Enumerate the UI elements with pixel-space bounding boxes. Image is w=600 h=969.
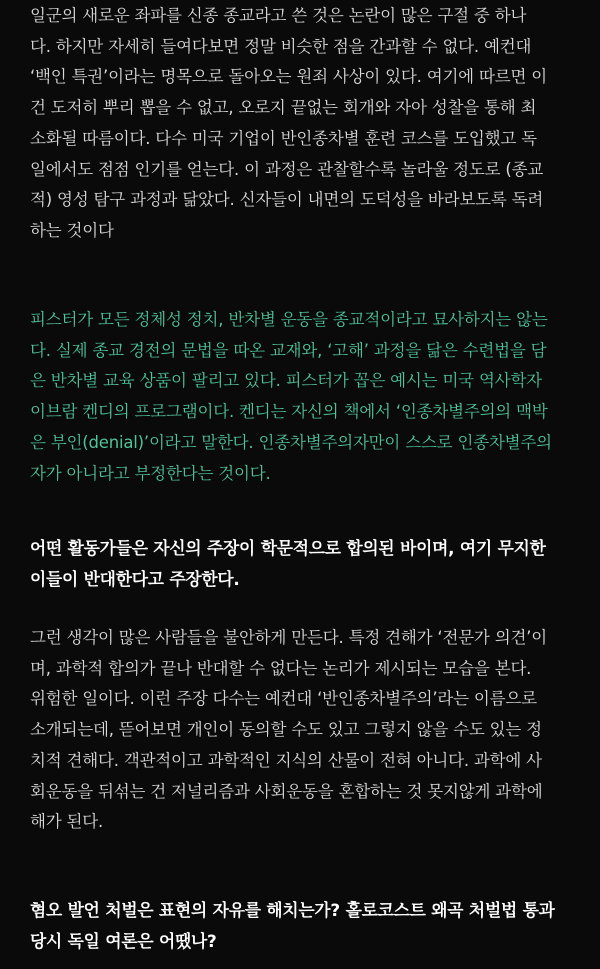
text-line: 위험한 일이다. 이런 주장 다수는 예컨대 ‘반인종차별주의’라는 이름으로: [30, 689, 537, 709]
text-line: ‘백인 특권’이라는 명목으로 돌아오는 원죄 사상이 있다. 여기에 따르면 이: [30, 67, 547, 87]
text-line: 어떤 활동가들은 자신의 주장이 학문적으로 합의된 바이며, 여기 무지한: [30, 538, 546, 558]
text-line: 혐오 발언 처벌은 표현의 자유를 해치는가? 홀로코스트 왜곡 처벌법 통과: [30, 900, 555, 920]
text-line: 이들이 반대한다고 주장한다.: [30, 568, 240, 589]
text-line: 적) 영성 탐구 과정과 닮았다. 신자들이 내면의 도덕성을 바라보도록 독려: [30, 190, 544, 210]
highlighted-paragraph: [30, 305, 576, 489]
text-line: 다. 하지만 자세히 들여다보면 정말 비슷한 점을 간과할 수 없다. 예컨대: [30, 36, 532, 56]
text-line: 다. 실제 종교 경전의 문법을 따온 교재와, ‘고해’ 과정을 닮은 수련법을 담: [30, 340, 547, 360]
text-line: 소화될 따름이다. 다수 미국 기업이 반인종차별 훈련 코스를 도입했고 독: [30, 128, 537, 148]
text-line: 소개되는데, 뜯어보면 개인이 동의할 수도 있고 그렇지 않을 수도 있는 정: [30, 720, 542, 740]
text-line: 치적 견해다. 객관적이고 과학적인 지식의 산물이 전혀 아니다. 과학에 사: [30, 750, 542, 770]
text-line: 당시 독일 여론은 어땠나?: [30, 930, 217, 951]
bold-subheading: [30, 533, 576, 594]
text-line: 회운동을 뒤섞는 건 저널리즘과 사회운동을 혼합하는 것 못지않게 과학에: [30, 781, 543, 801]
text-line: 며, 과학적 합의가 끝나 반대할 수 없다는 논리가 제시되는 모습을 본다.: [30, 658, 532, 678]
text-line: 하는 것이다: [30, 220, 114, 240]
text-line: 일에서도 점점 인기를 얻는다. 이 과정은 관찰할수록 놀라울 정도로 (종교: [30, 159, 544, 179]
text-line: 건 도저히 뿌리 뽑을 수 없고, 오로지 끝없는 회개와 자아 성찰을 통해 최: [30, 98, 537, 118]
text-line: 은 반차별 교육 상품이 팔리고 있다. 피스터가 꼽은 예시는 미국 역사학자: [30, 371, 542, 391]
text-line: 그런 생각이 많은 사람들을 불안하게 만든다. 특정 견해가 ‘전문가 의견’이: [30, 628, 547, 647]
text-line: 은 부인(denial)’이라고 말한다. 인종차별주의자만이 스스로 인종차별주의: [30, 432, 552, 452]
text-line: 피스터가 모든 정체성 정치, 반차별 운동을 종교적이라고 묘사하지는 않는: [30, 310, 548, 329]
body-paragraph: [30, 623, 576, 838]
body-paragraph: [30, 1, 576, 247]
text-line: 해가 된다.: [30, 812, 104, 832]
text-line: 일군의 새로운 좌파를 신종 종교라고 쓴 것은 논란이 많은 구절 중 하나: [30, 6, 527, 25]
bold-subheading: [30, 895, 576, 956]
text-line: 이브람 켄디의 프로그램이다. 켄디는 자신의 책에서 ‘인종차별주의의 맥박: [30, 402, 548, 422]
text-line: 자가 아니라고 부정한다는 것이다.: [30, 463, 271, 483]
